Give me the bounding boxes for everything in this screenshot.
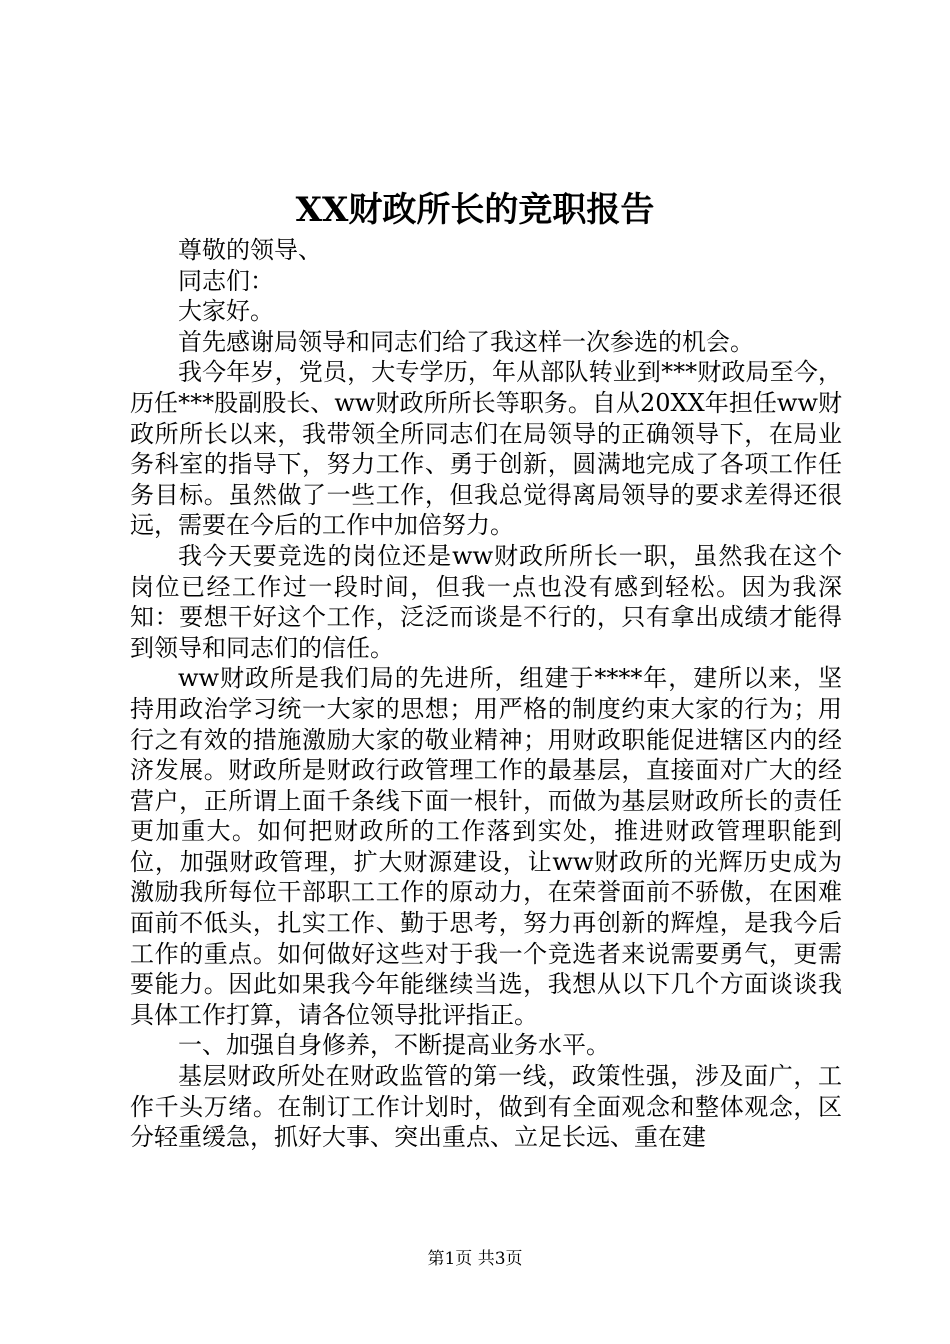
paragraph: 我今天要竞选的岗位还是ww财政所所长一职，虽然我在这个岗位已经工作过一段时间，但我一点也没有感到轻松。因为我深知：要想干好这个工作，泛泛而谈是不行的，只有拿出成绩才能得到领导和同志们的信任。 (130, 541, 842, 662)
section-heading: 一、加强自身修养，不断提高业务水平。 (178, 1031, 610, 1060)
page-number-footer: 第1页 共3页 (427, 1249, 523, 1269)
paragraph: 基层财政所处在财政监管的第一线，政策性强，涉及面广，工作千头万绪。在制订工作计划时，做到有全面观念和整体观念，区分轻重缓急，抓好大事、突出重点、立足长远、重在建 (130, 1062, 842, 1152)
document-title: XX财政所长的竞职报告 (295, 190, 655, 230)
paragraph: ww财政所是我们局的先进所，组建于****年，建所以来，坚持用政治学习统一大家的思想；用严格的制度约束大家的行为；用行之有效的措施激励大家的敬业精神；用财政职能促进辖区内的经济发展。财政所是财政行政管理工作的最基层，直接面对广大的经营户，正所谓上面千条线下面一根针，而做为基层财政所长的责任更加重大。如何把财政所的工作落到实处，推进财政管理职能到位，加强财政管理，扩大财源建设，让ww财政所的光辉历史成为激励我所每位干部职工工作的原动力，在荣誉面前不骄傲，在困难面前不低头，扎实工作、勤于思考，努力再创新的辉煌，是我今后工作的重点。如何做好这些对于我一个竞选者来说需要勇气，更需要能力。因此如果我今年能继续当选，我想从以下几个方面谈谈我具体工作打算，请各位领导批评指正。 (130, 664, 842, 1029)
greeting: 大家好。 (178, 297, 274, 326)
salutation-line-1: 尊敬的领导、 (178, 236, 322, 264)
document-body (130, 235, 842, 1153)
paragraph: 我今年岁，党员，大专学历，年从部队转业到***财政局至今，历任***股副股长、ww财政所所长等职务。自从20XX年担任ww财政所所长以来，我带领全所同志们在局领导的正确领导下，在局业务科室的指导下，努力工作、勇于创新，圆满地完成了各项工作任务目标。虽然做了一些工作，但我总觉得离局领导的要求差得还很远，需要在今后的工作中加倍努力。 (130, 358, 842, 540)
paragraph: 首先感谢局领导和同志们给了我这样一次参选的机会。 (178, 327, 754, 356)
salutation-line-2: 同志们： (178, 266, 274, 295)
